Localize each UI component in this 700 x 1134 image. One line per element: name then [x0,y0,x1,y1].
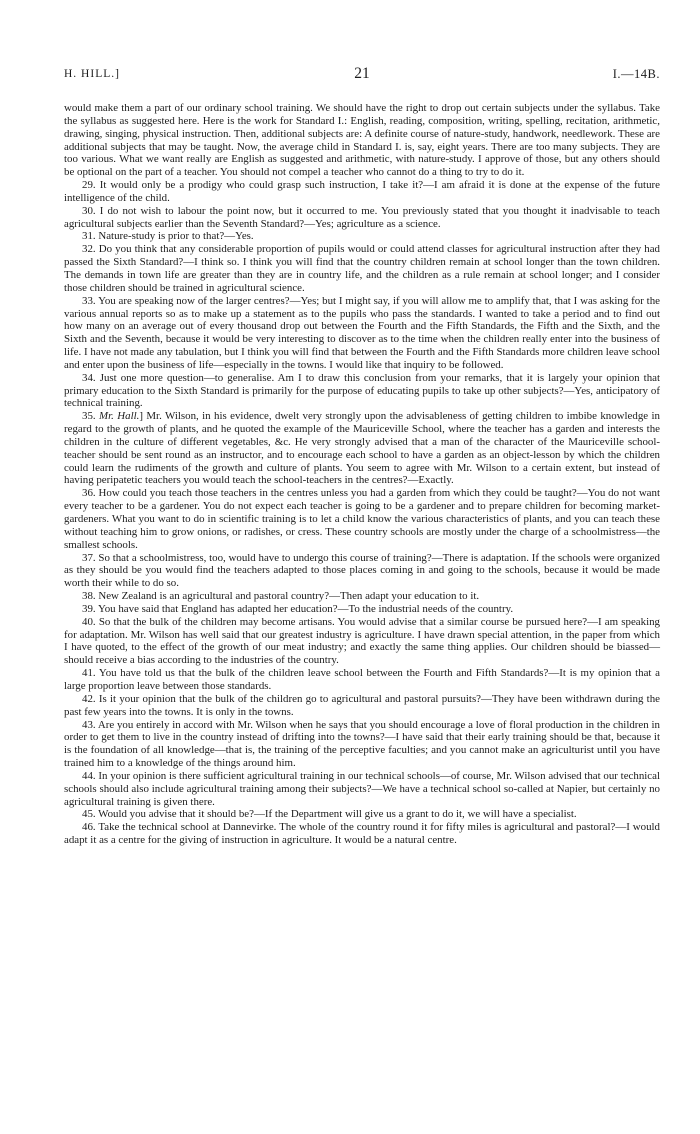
question-number: 34. [82,371,96,384]
question-number: 42. [82,692,96,705]
question-number: 35. [82,410,96,423]
question-number: 29. [82,179,96,192]
paragraph-46: 46. Take the technical school at Dannevirke. The whole of the country round it for fifty miles is agricultural and pastoral?—I would adapt it as a centre for the giving of instruction in agriculture. It would be a natural centre. [64,821,660,847]
document-reference: I.—14B. [612,67,660,81]
question-number: 39. [82,602,96,615]
paragraph-33: 33. You are speaking now of the larger centres?—Yes; but I might say, if you will allow me to amplify that, that I was asking for the various annual reports so as to make up a statement as to the pupils who pass the standards. I wanted to take a period and to find out how many on an average out of every thousand drop out between the Fourth and the Fifth Standards, the Fifth and the Sixth, and the Sixth and the Seventh, because it would be very interesting to discover as to the time when the children really enter into the business of life. I have not made any tabulation, but I think you will find that between the Fourth and the Fifth Standards more children leave school and enter upon the business of life—especially in the towns. I would like that inquiry to be followed. [64,294,660,371]
question-number: 33. [82,294,96,307]
paragraph-38: 38. New Zealand is an agricultural and pastoral country?—Then adapt your education to it. [82,590,480,603]
question-number: 30. [82,204,96,217]
paragraph-44: 44. In your opinion is there sufficient agricultural training in our technical schools—of course, Mr. Wilson advised that our technical schools should also include agricultural training among their subjects?—We have a technical school so-called at Napier, but certainly no agricultural training is given there. [64,769,660,808]
paragraph-43: 43. Are you entirely in accord with Mr. Wilson when he says that you should encourage a love of floral production in the children in order to get them to live in the country instead of drifting into the towns?—I have said that their early training should be that, because it is the foundation of all knowledge—that is, the training of the perceptive faculties; and you cannot make an agriculturist until you have trained him to a knowledge of the things around him. [64,718,660,770]
question-number: 44. [82,769,96,782]
page-body [64,102,660,847]
header-witness: H. HILL.] [64,68,120,80]
paragraph-32: 32. Do you think that any considerable proportion of pupils would or could attend classes for agricultural instruction after they had passed the Sixth Standard?—I think so. I think you will find that the country children remain at school longer than the town children. The demands in town life are greater than they are in country life, and the children as a rule remain at school longer; and I consider those children should be trained in agricultural science. [64,243,660,294]
paragraph-36: 36. How could you teach those teachers in the centres unless you had a garden from which they could be taught?—You do not want every teacher to be a gardener. You do not expect each teacher is going to be a gardener and to prepare children for becoming market-gardeners. What you want to do in scientific training is to let a child know the various characteristics of plants, and you can teach these without teaching him to grow onions, or radishes, or cress. These country schools are mostly under the charge of a schoolmistress—the smallest schools. [64,487,660,551]
question-number: 31. [82,230,96,243]
page-header [64,66,660,94]
question-number: 37. [82,551,96,564]
question-number: 40. [82,615,96,628]
paragraph-45: 45. Would you advise that it should be?—If the Department will give us a grant to do it, we will have a specialist. [82,808,577,821]
paragraph-30: 30. I do not wish to labour the point now, but it occurred to me. You previously stated that you thought it inadvisable to teach agricultural subjects earlier than the Seventh Standard?—Yes; agriculture as a science. [64,204,660,230]
paragraph-37: 37. So that a schoolmistress, too, would have to undergo this course of training?—There is adaptation. If the schools were organized as they should be you would find the teachers adapted to those places coming in and going to the schools, because it would be made worth their while to do so. [64,551,660,590]
question-number: 38. [82,590,96,603]
question-number: 43. [82,718,96,731]
question-number: 36. [82,487,96,500]
paragraph: would make them a part of our ordinary school training. We should have the right to drop out certain subjects under the syllabus. Take the syllabus as suggested here. Here is the work for Standard I.: English, reading, composition, writing, spelling, recitation, arithmetic, drawing, singing, physical instruction. Then, additional subjects are: A definite course of nature-study, handwork, needlework. These are additional subjects that may be taught. Now, the average child in Standard I. is, say, eight years. There are too many subjects. They are too various. What we want really are English as suggested and arithmetic, with nature-study. I approve of those, but any others should be optional on the part of a teacher. You should not compel a teacher who cannot do a thing to try to do it. [64,102,660,179]
question-number: 46. [82,821,96,834]
paragraph-42: 42. Is it your opinion that the bulk of the children go to agricultural and pastoral pursuits?—They have been withdrawn during the past few years into the towns. It is only in the towns. [64,692,660,718]
page-number: 21 [354,65,370,82]
paragraph-31: 31. Nature-study is prior to that?—Yes. [82,230,254,243]
speaker-name: Mr. Hall. [99,410,140,423]
paragraph-39: 39. You have said that England has adapted her education?—To the industrial needs of the country. [82,602,514,615]
paragraph-40: 40. So that the bulk of the children may become artisans. You would advise that a similar course be pursued here?—I am speaking for adaptation. Mr. Wilson has well said that our greatest industry is agriculture. I have drawn special attention, in the paper from which I have quoted, to the effect of the growth of our meat industry; and exactly the same thing applies. Our children should be biassed—should receive a bias according to the industries of the country. [64,615,660,667]
paragraph-29: 29. It would only be a prodigy who could grasp such instruction, I take it?—I am afraid it is done at the expense of the future intelligence of the child. [64,179,660,204]
paragraph-34: 34. Just one more question—to generalise. Am I to draw this conclusion from your remarks, that it is largely your opinion that primary education to the Sixth Standard is primarily for the purpose of educating pupils to take up other subjects?—Yes, anticipatory of technical training. [64,371,660,410]
paragraph-41: 41. You have told us that the bulk of the children leave school between the Fourth and Fifth Standards?—It is my opinion that a large proportion leave between those standards. [64,667,660,692]
paragraph-35: 35. Mr. Hall.] Mr. Wilson, in his evidence, dwelt very strongly upon the advisableness of getting children to imbibe knowledge in regard to the growth of plants, and he quoted the example of the Mauriceville School, where the teacher has a garden and interests the children in the culture of different vegetables, &c. He very strongly advised that a man of the character of the Mauriceville school-teacher should be sent round as an instructor, and to encourage each school to have a garden as an object-lesson by which the children could learn the rudiments of the growth and culture of plants. You seem to agree with Mr. Wilson to a certain extent, but instead of having peripatetic teachers you would teach the school-teachers in the centres?—Exactly. [64,410,660,487]
question-number: 41. [82,667,96,680]
question-number: 45. [82,808,96,821]
question-number: 32. [82,243,96,256]
